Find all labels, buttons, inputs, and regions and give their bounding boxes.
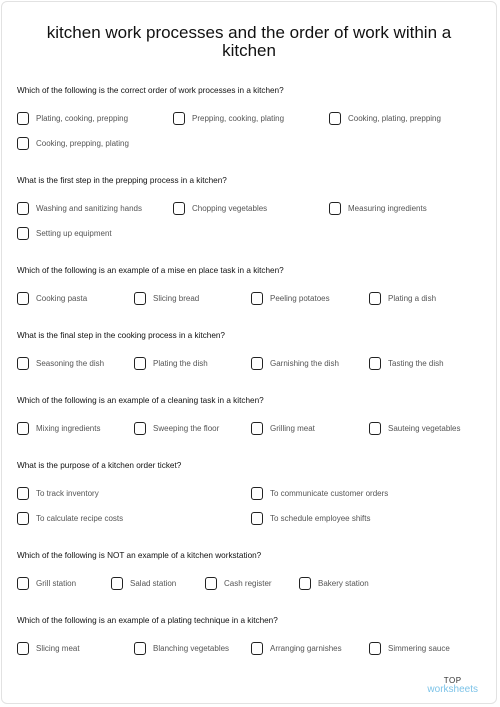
option-5-2[interactable]: Sweeping the floor — [134, 422, 219, 435]
checkbox[interactable] — [17, 202, 29, 215]
checkbox[interactable] — [17, 137, 29, 150]
checkbox[interactable] — [251, 487, 263, 500]
checkbox[interactable] — [173, 202, 185, 215]
checkbox[interactable] — [369, 357, 381, 370]
option-7-3[interactable]: Cash register — [205, 577, 272, 590]
checkbox[interactable] — [251, 292, 263, 305]
checkbox[interactable] — [134, 292, 146, 305]
option-4-2[interactable]: Plating the dish — [134, 357, 208, 370]
topworksheets-logo — [427, 676, 478, 694]
option-6-2[interactable]: To communicate customer orders — [251, 487, 388, 500]
option-3-2[interactable]: Slicing bread — [134, 292, 199, 305]
checkbox[interactable] — [17, 512, 29, 525]
logo-name-text: worksheets — [427, 684, 478, 695]
worksheet-page — [1, 1, 497, 704]
checkbox[interactable] — [205, 577, 217, 590]
option-5-4[interactable]: Sauteing vegetables — [369, 422, 461, 435]
option-2-3[interactable]: Measuring ingredients — [329, 202, 427, 215]
checkbox[interactable] — [134, 422, 146, 435]
question-7: Which of the following is NOT an example of a kitchen workstation? — [17, 551, 262, 560]
checkbox[interactable] — [369, 422, 381, 435]
checkbox[interactable] — [329, 112, 341, 125]
option-1-3[interactable]: Cooking, plating, prepping — [329, 112, 441, 125]
checkbox[interactable] — [17, 577, 29, 590]
option-6-1[interactable]: To track inventory — [17, 487, 99, 500]
option-7-4[interactable]: Bakery station — [299, 577, 369, 590]
question-8: Which of the following is an example of a plating technique in a kitchen? — [17, 616, 278, 625]
option-8-2[interactable]: Blanching vegetables — [134, 642, 229, 655]
checkbox[interactable] — [369, 292, 381, 305]
checkbox[interactable] — [17, 487, 29, 500]
checkbox[interactable] — [173, 112, 185, 125]
checkbox[interactable] — [17, 357, 29, 370]
page-title: kitchen work processes and the order of work within a kitchen — [46, 23, 452, 60]
checkbox[interactable] — [299, 577, 311, 590]
checkbox[interactable] — [111, 577, 123, 590]
option-5-3[interactable]: Grilling meat — [251, 422, 315, 435]
checkbox[interactable] — [369, 642, 381, 655]
option-2-1[interactable]: Washing and sanitizing hands — [17, 202, 142, 215]
option-4-4[interactable]: Tasting the dish — [369, 357, 444, 370]
option-2-4[interactable]: Setting up equipment — [17, 227, 112, 240]
question-1: Which of the following is the correct order of work processes in a kitchen? — [17, 86, 284, 95]
option-8-4[interactable]: Simmering sauce — [369, 642, 450, 655]
checkbox[interactable] — [134, 357, 146, 370]
option-1-1[interactable]: Plating, cooking, prepping — [17, 112, 128, 125]
option-4-1[interactable]: Seasoning the dish — [17, 357, 104, 370]
checkbox[interactable] — [17, 112, 29, 125]
checkbox[interactable] — [251, 357, 263, 370]
option-3-4[interactable]: Plating a dish — [369, 292, 436, 305]
checkbox[interactable] — [251, 642, 263, 655]
option-3-1[interactable]: Cooking pasta — [17, 292, 87, 305]
logo-top-text: TOP — [443, 676, 462, 685]
checkbox[interactable] — [17, 227, 29, 240]
option-1-4[interactable]: Cooking, prepping, plating — [17, 137, 129, 150]
option-8-3[interactable]: Arranging garnishes — [251, 642, 342, 655]
checkbox[interactable] — [251, 512, 263, 525]
checkbox[interactable] — [251, 422, 263, 435]
option-2-2[interactable]: Chopping vegetables — [173, 202, 267, 215]
option-5-1[interactable]: Mixing ingredients — [17, 422, 100, 435]
option-4-3[interactable]: Garnishing the dish — [251, 357, 339, 370]
option-3-3[interactable]: Peeling potatoes — [251, 292, 330, 305]
checkbox[interactable] — [17, 642, 29, 655]
option-7-1[interactable]: Grill station — [17, 577, 76, 590]
question-5: Which of the following is an example of a cleaning task in a kitchen? — [17, 396, 264, 405]
checkbox[interactable] — [17, 422, 29, 435]
option-8-1[interactable]: Slicing meat — [17, 642, 80, 655]
checkbox[interactable] — [134, 642, 146, 655]
checkbox[interactable] — [17, 292, 29, 305]
question-6: What is the purpose of a kitchen order ticket? — [17, 461, 182, 470]
question-2: What is the first step in the prepping process in a kitchen? — [17, 176, 227, 185]
question-4: What is the final step in the cooking process in a kitchen? — [17, 331, 225, 340]
option-1-2[interactable]: Prepping, cooking, plating — [173, 112, 284, 125]
option-6-3[interactable]: To calculate recipe costs — [17, 512, 123, 525]
question-3: Which of the following is an example of a mise en place task in a kitchen? — [17, 266, 284, 275]
option-6-4[interactable]: To schedule employee shifts — [251, 512, 371, 525]
option-7-2[interactable]: Salad station — [111, 577, 176, 590]
checkbox[interactable] — [329, 202, 341, 215]
